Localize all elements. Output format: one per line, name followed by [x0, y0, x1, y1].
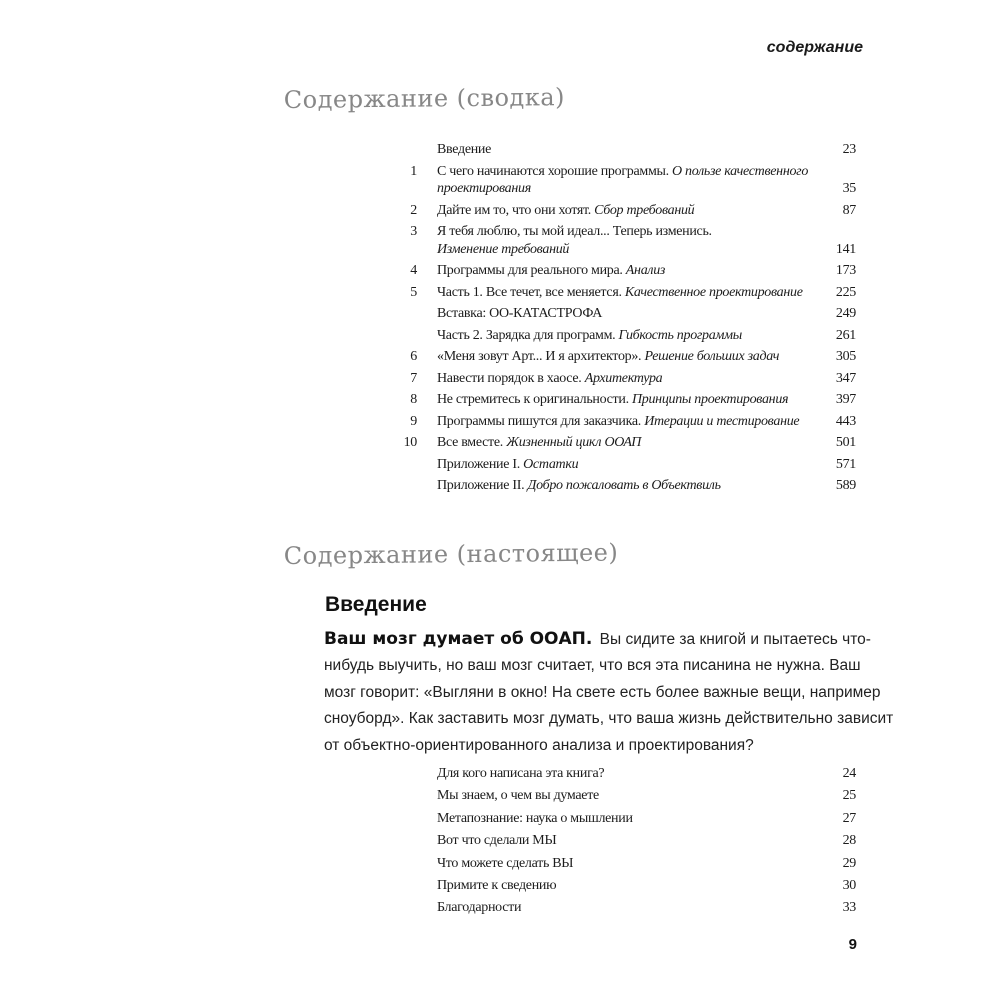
toc-entry-title: [437, 370, 662, 388]
toc-entry-number: 3: [410, 224, 417, 239]
toc-entry-number: 1: [410, 163, 417, 179]
running-header: содержание: [766, 39, 863, 56]
toc-entry-page: 141: [835, 241, 856, 257]
toc-entry-number: 5: [410, 284, 417, 300]
toc-row: [389, 456, 856, 474]
toc-entry-text: Программы пишутся для заказчика.: [437, 413, 645, 429]
toc-entry-page: 35: [842, 181, 856, 196]
toc-row: [389, 202, 856, 220]
toc-entry-page: 347: [835, 370, 856, 386]
toc-entry-subtitle: Решение больших задач: [644, 349, 780, 364]
toc-entry-text: С чего начинаются хорошие программы.: [437, 163, 673, 179]
toc-entry-title: [437, 223, 712, 258]
toc-entry-page: 443: [835, 413, 856, 429]
toc-row: [389, 305, 856, 323]
intro-section-row: [437, 877, 856, 895]
toc-entry-subtitle: Изменение требований: [437, 241, 570, 257]
intro-section-title: Метапознание: наука о мышлении: [437, 810, 633, 826]
toc-row: [389, 223, 856, 258]
toc-entry-subtitle: Качественное проектирование: [624, 284, 803, 300]
toc-entry-text: Часть 1. Все течет, все меняется.: [437, 284, 625, 300]
intro-section-row: [437, 899, 856, 917]
intro-section-row: [437, 765, 856, 783]
toc-row: [389, 327, 856, 345]
toc-entry-text: Часть 2. Зарядка для программ.: [437, 327, 619, 343]
toc-entry-title: [437, 477, 721, 495]
intro-section-title: Благодарности: [437, 900, 522, 916]
toc-entry-page: 397: [835, 392, 856, 407]
toc-entry-subtitle: Остатки: [523, 456, 579, 472]
toc-row: [389, 391, 856, 409]
toc-row: [389, 434, 856, 452]
toc-entry-page: 571: [835, 456, 856, 472]
toc-entry-title: [437, 434, 641, 452]
toc-entry-text: «Меня зовут Арт... И я архитектор».: [437, 349, 645, 364]
intro-section-title: Что можете сделать ВЫ: [437, 855, 574, 871]
toc-entry-number: 4: [410, 263, 417, 278]
toc-entry-page: 261: [835, 327, 856, 343]
toc-entry-title: [437, 305, 602, 323]
toc-row: [389, 284, 856, 302]
toc-entry-text: Вставка: ОО-КАТАСТРОФА: [437, 306, 603, 321]
toc-row: [389, 370, 856, 388]
toc-entry-number: [389, 456, 417, 474]
toc-entry-subtitle: Архитектура: [584, 370, 663, 386]
intro-section-page: 29: [842, 855, 856, 871]
toc-entry-title: [437, 141, 491, 159]
intro-chapter-title: Введение: [325, 593, 427, 616]
toc-entry-page: 501: [835, 435, 856, 450]
toc-entry-number: 9: [410, 413, 417, 429]
intro-paragraph-body: Вы сидите за книгой и пытаетесь что-нибудь выучить, но ваш мозг считает, что вся эта писанина не нужна. Ваш мозг говорит: «Выгляни в окно! На свете есть более важные вещи, например сноуборд». Как заставить мозг думать, что ваша жизнь действительно зависит от объектно-ориентированного анализа и проектирования?: [324, 631, 894, 754]
toc-entry-text: Программы для реального мира.: [437, 263, 626, 278]
toc-row: [389, 348, 856, 366]
toc-entry-text: Приложение II.: [437, 478, 528, 493]
toc-entry-title: [437, 391, 788, 409]
toc-entry-subtitle: проектирования: [437, 181, 531, 196]
toc-entry-number: [389, 141, 417, 159]
summary-toc-list: [389, 141, 856, 499]
toc-entry-number: 7: [410, 370, 417, 386]
toc-entry-page: 305: [835, 349, 856, 364]
toc-entry-text: Навести порядок в хаосе.: [437, 370, 585, 386]
intro-section-page: 30: [842, 877, 856, 893]
toc-entry-number: [389, 305, 417, 323]
intro-paragraph: [324, 626, 896, 759]
toc-entry-subtitle: Анализ: [625, 263, 666, 278]
toc-entry-number: 10: [403, 435, 417, 450]
toc-entry-number: 2: [410, 202, 417, 218]
toc-entry-title: [437, 456, 578, 474]
intro-section-row: [437, 832, 856, 850]
toc-entry-page: 249: [835, 306, 856, 321]
intro-section-row: [437, 787, 856, 805]
toc-entry-subtitle: Сбор требований: [594, 202, 695, 218]
toc-entry-text: Дайте им то, что они хотят.: [437, 202, 595, 218]
page-number: 9: [848, 936, 857, 953]
intro-section-page: 27: [842, 810, 856, 826]
intro-section-page: 28: [842, 833, 856, 849]
toc-entry-title: [437, 284, 803, 302]
toc-entry-text: Введение: [437, 142, 492, 157]
intro-section-page: 24: [842, 766, 856, 781]
toc-entry-number: 8: [410, 392, 417, 407]
toc-entry-page: 173: [835, 263, 856, 278]
intro-section-title: Для кого написана эта книга?: [437, 766, 605, 781]
intro-section-title: Мы знаем, о чем вы думаете: [437, 788, 599, 804]
toc-row: [389, 141, 856, 159]
real-contents-heading: Содержание (настоящее): [283, 538, 619, 570]
toc-entry-page: 87: [842, 202, 856, 218]
intro-section-page: 25: [842, 788, 856, 804]
toc-row: [389, 262, 856, 280]
toc-entry-title: [437, 327, 742, 345]
toc-entry-number: 6: [410, 349, 417, 364]
toc-entry-number: [389, 327, 417, 345]
toc-entry-subtitle: Гибкость программы: [618, 327, 742, 343]
toc-entry-subtitle: Принципы проектирования: [631, 392, 789, 407]
toc-entry-title: [437, 202, 694, 220]
intro-section-title: Вот что сделали МЫ: [437, 833, 557, 849]
toc-entry-title: [437, 348, 779, 366]
toc-entry-number: [389, 477, 417, 495]
toc-entry-page: 225: [835, 284, 856, 300]
intro-section-row: [437, 855, 856, 873]
toc-entry-title: [437, 163, 808, 198]
toc-row: [389, 413, 856, 431]
toc-row: [389, 477, 856, 495]
toc-entry-subtitle: Итерации и тестирование: [644, 413, 800, 429]
toc-entry-title: [437, 413, 799, 431]
toc-entry-page: 23: [842, 142, 856, 157]
toc-row: [389, 163, 856, 198]
toc-entry-text: Все вместе.: [437, 435, 507, 450]
intro-section-title: Примите к сведению: [437, 877, 557, 893]
toc-entry-subtitle: Жизненный цикл ООАП: [506, 435, 642, 450]
intro-paragraph-lead: Ваш мозг думает об ООАП.: [324, 629, 593, 649]
toc-entry-page: 589: [835, 478, 856, 493]
intro-section-page: 33: [842, 900, 856, 916]
toc-entry-text: Не стремитесь к оригинальности.: [437, 392, 632, 407]
intro-section-row: [437, 810, 856, 828]
summary-contents-heading: Содержание (сводка): [283, 83, 566, 114]
toc-entry-title: [437, 262, 665, 280]
toc-entry-subtitle: О пользе качественного: [672, 163, 809, 179]
toc-entry-text: Приложение I.: [437, 456, 524, 472]
intro-section-list: [437, 765, 856, 922]
toc-entry-text: Я тебя люблю, ты мой идеал... Теперь изменись.: [437, 224, 712, 239]
toc-entry-subtitle: Добро пожаловать в Объектвиль: [527, 478, 721, 493]
